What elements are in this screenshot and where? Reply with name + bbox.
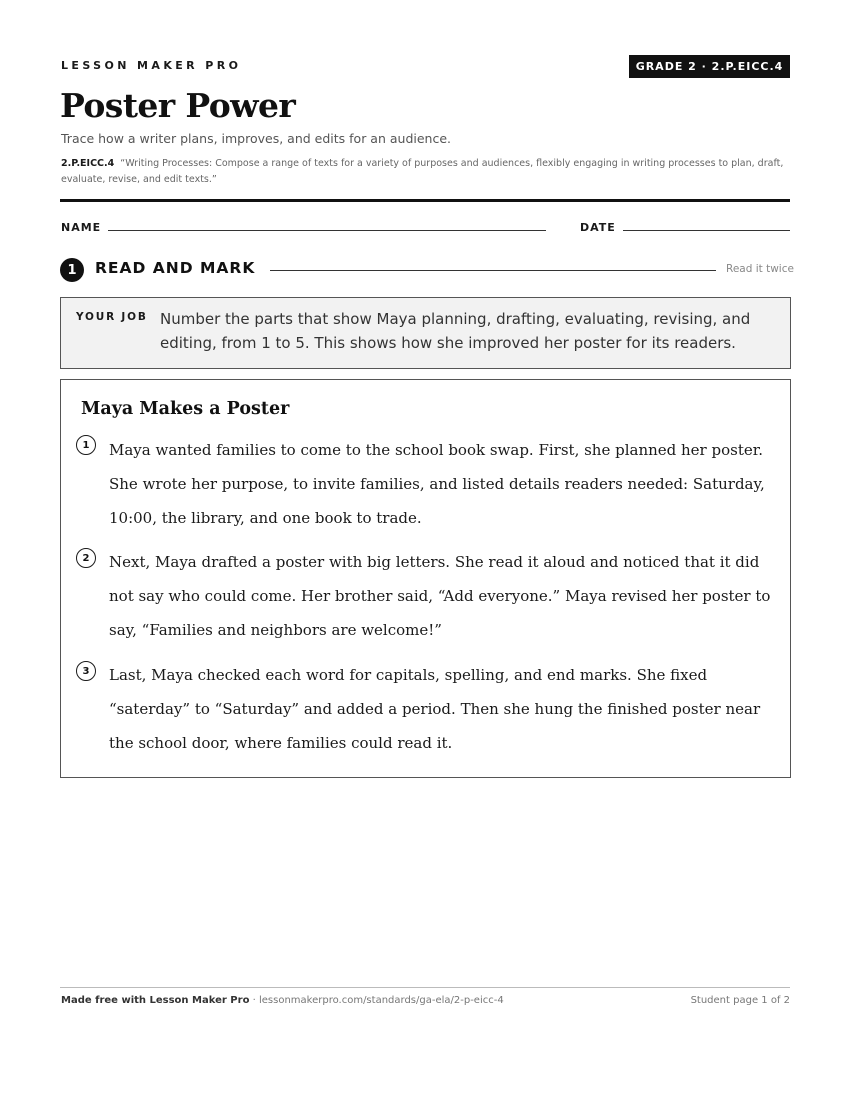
footer-made-with: Made free with Lesson Maker Pro	[61, 995, 250, 1006]
grade-standard-badge: GRADE 2 · 2.P.EICC.4	[629, 55, 790, 78]
section-note: Read it twice	[726, 263, 794, 275]
story-paragraph-1: Maya wanted families to come to the school book swap. First, she planned her poster. She wrote her purpose, to invite families, and listed details readers needed: Saturday, 10:00, the library, and one book to trade.	[109, 441, 765, 527]
header-divider	[60, 199, 790, 202]
footer-credit	[61, 995, 504, 1006]
standard-code: 2.P.EICC.4	[61, 158, 115, 169]
page-title: Poster Power	[60, 86, 296, 125]
section-divider	[270, 270, 716, 271]
standard-text: “Writing Processes: Compose a range of texts for a variety of purposes and audiences, flexibly engaging in writing processes to plan, draft, evaluate, revise, and edit texts.”	[61, 158, 784, 185]
your-job-box	[60, 297, 791, 369]
footer-divider	[60, 987, 790, 988]
paragraph-number-2: 2	[76, 548, 96, 568]
story-title: Maya Makes a Poster	[81, 399, 290, 419]
date-label: DATE	[580, 221, 616, 234]
footer-url[interactable]: · lessonmakerpro.com/standards/ga-ela/2-p-eicc-4	[249, 995, 504, 1006]
date-field-line[interactable]	[623, 230, 790, 231]
name-label: NAME	[61, 221, 102, 234]
page-subtitle: Trace how a writer plans, improves, and edits for an audience.	[61, 131, 451, 146]
section-number-badge: 1	[60, 258, 84, 282]
standard-description	[61, 156, 796, 188]
story-paragraph-2: Next, Maya drafted a poster with big letters. She read it aloud and noticed that it did not say who could come. Her brother said, “Add everyone.” Maya revised her poster to say, “Families and neighbors are welcome!”	[109, 553, 771, 639]
section-title: READ AND MARK	[95, 259, 256, 277]
your-job-label: YOUR JOB	[76, 311, 148, 323]
paragraph-number-1: 1	[76, 435, 96, 455]
story-box	[60, 379, 791, 778]
paragraph-number-3: 3	[76, 661, 96, 681]
story-paragraph-3: Last, Maya checked each word for capitals, spelling, and end marks. She fixed “saterday” to “Saturday” and added a period. Then she hung the finished poster near the school door, where families could read it.	[109, 666, 761, 752]
name-field-line[interactable]	[108, 230, 546, 231]
footer-page-number: Student page 1 of 2	[690, 995, 790, 1006]
brand-name: LESSON MAKER PRO	[61, 59, 242, 72]
your-job-text: Number the parts that show Maya planning, drafting, evaluating, revising, and editing, from 1 to 5. This shows how she improved her poster for its readers.	[160, 310, 751, 352]
